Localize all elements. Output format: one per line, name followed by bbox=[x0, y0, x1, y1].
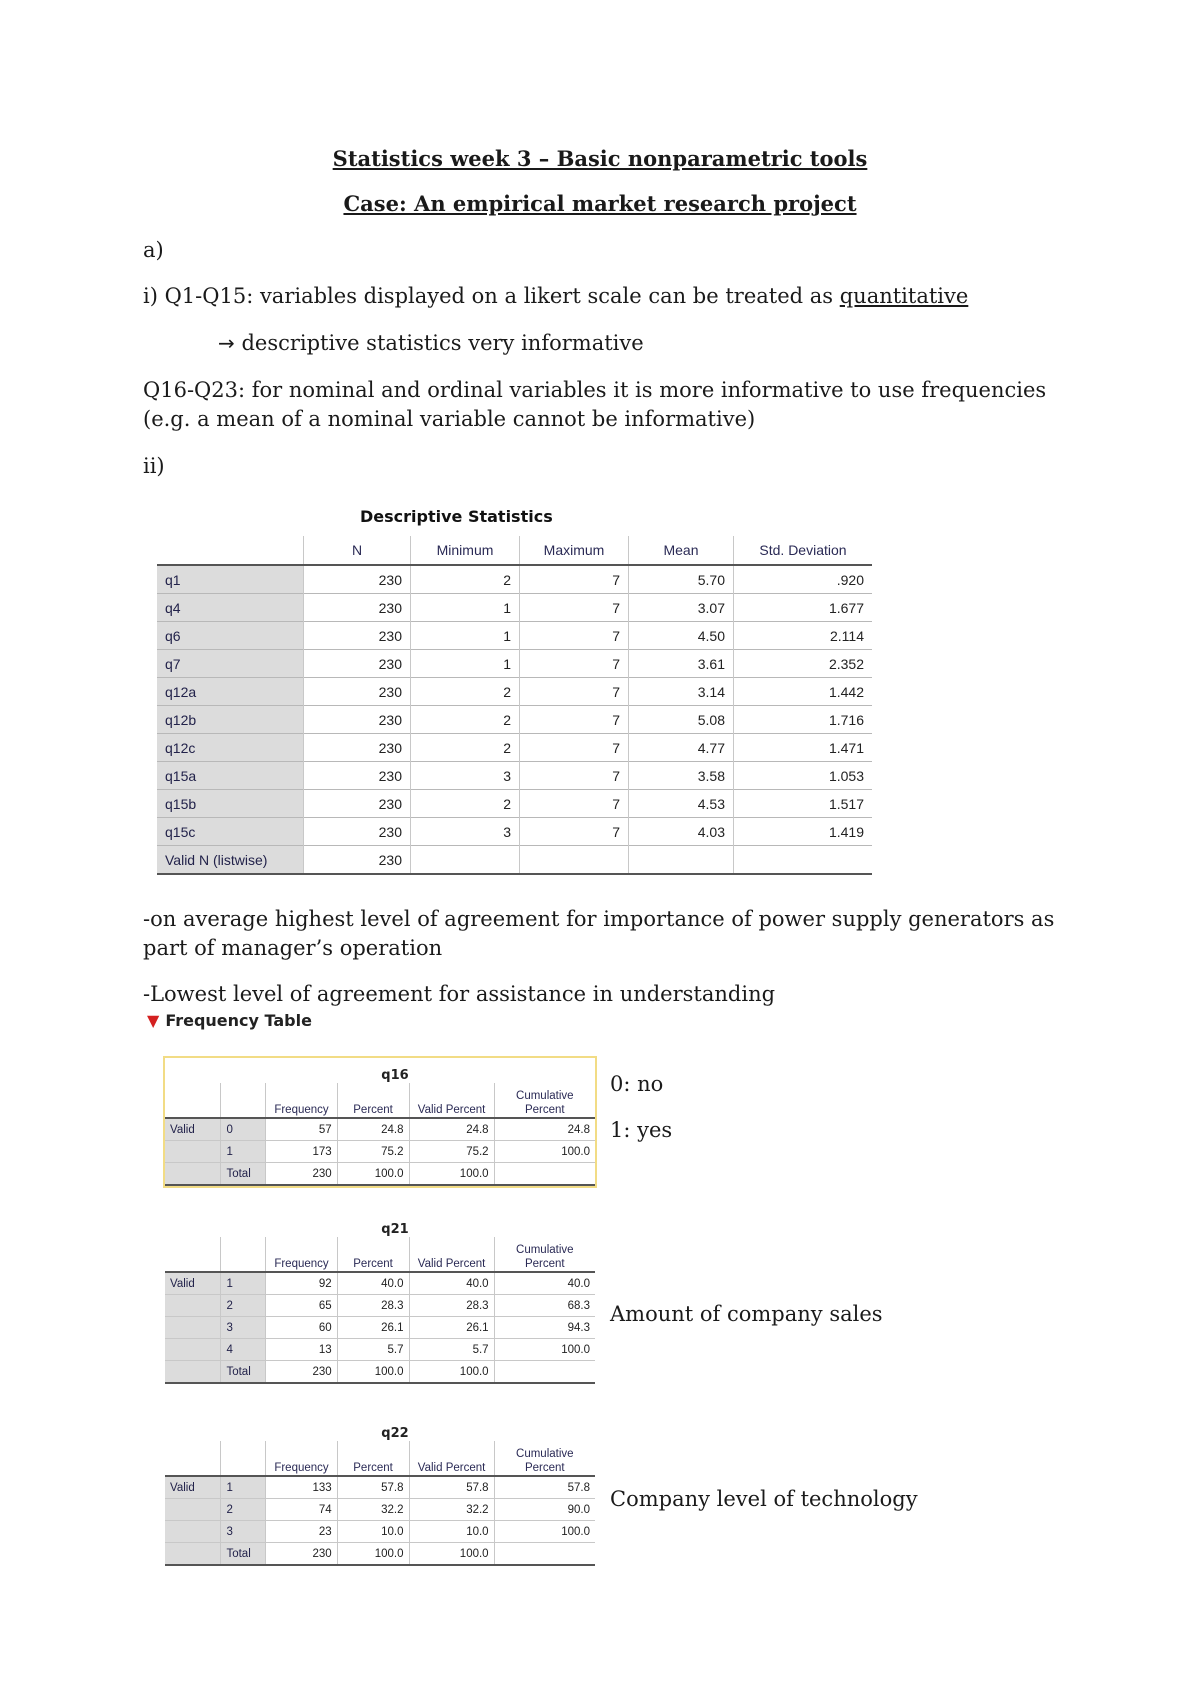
table-cell: 230 bbox=[304, 818, 411, 846]
row-label: q12b bbox=[157, 706, 304, 734]
row-label: q12a bbox=[157, 678, 304, 706]
table-cell: 7 bbox=[520, 622, 629, 650]
table-cell: 173 bbox=[266, 1141, 337, 1163]
q16-title: q16 bbox=[381, 1068, 409, 1083]
desc-header-2: Minimum bbox=[411, 536, 520, 565]
table-cell: 90.0 bbox=[494, 1499, 595, 1521]
table-cell: 100.0 bbox=[337, 1543, 409, 1566]
table-row bbox=[165, 1476, 595, 1499]
row-label: q6 bbox=[157, 622, 304, 650]
table-row bbox=[165, 1163, 595, 1186]
table-cell: 230 bbox=[304, 622, 411, 650]
section-ii-label: ii) bbox=[143, 454, 165, 478]
table-cell: 100.0 bbox=[337, 1163, 409, 1186]
collapse-triangle-icon[interactable]: ▼ bbox=[147, 1011, 160, 1030]
freq-header-3: Percent bbox=[337, 1237, 409, 1272]
table-cell: 57.8 bbox=[337, 1476, 409, 1499]
row-label bbox=[165, 1295, 221, 1317]
lowest-level-text: -Lowest level of agreement for assistance in understanding bbox=[143, 982, 776, 1006]
table-cell: 5.7 bbox=[337, 1339, 409, 1361]
table-cell: 1.517 bbox=[734, 790, 873, 818]
table-cell: 100.0 bbox=[337, 1361, 409, 1384]
table-cell: 1.716 bbox=[734, 706, 873, 734]
table-cell: 5.70 bbox=[629, 565, 734, 594]
table-row bbox=[157, 622, 872, 650]
freq-header-4: Valid Percent bbox=[409, 1441, 494, 1476]
table-cell: 23 bbox=[266, 1521, 337, 1543]
arrow-line-text: descriptive statistics very informative bbox=[241, 331, 644, 355]
freq-header-4: Valid Percent bbox=[409, 1237, 494, 1272]
table-cell: 4.53 bbox=[629, 790, 734, 818]
table-cell: 100.0 bbox=[409, 1361, 494, 1384]
row-label: Valid bbox=[165, 1118, 221, 1141]
table-cell: 2 bbox=[411, 706, 520, 734]
row-label: q7 bbox=[157, 650, 304, 678]
row-label bbox=[165, 1141, 221, 1163]
table-cell: 4.77 bbox=[629, 734, 734, 762]
table-cell: 1.471 bbox=[734, 734, 873, 762]
table-row bbox=[165, 1543, 595, 1566]
table-cell: 92 bbox=[266, 1272, 337, 1295]
table-cell: 7 bbox=[520, 734, 629, 762]
table-cell: 2 bbox=[411, 565, 520, 594]
row-label: q15c bbox=[157, 818, 304, 846]
table-cell: 75.2 bbox=[409, 1141, 494, 1163]
row-label bbox=[165, 1361, 221, 1384]
row-label: 0 bbox=[221, 1118, 266, 1141]
row-label bbox=[165, 1317, 221, 1339]
row-label: 1 bbox=[221, 1272, 266, 1295]
table-cell: 230 bbox=[304, 790, 411, 818]
row-label: Valid bbox=[165, 1476, 221, 1499]
table-cell: 100.0 bbox=[409, 1543, 494, 1566]
table-cell: 57.8 bbox=[409, 1476, 494, 1499]
freq-header-1 bbox=[221, 1441, 266, 1476]
table-cell: 230 bbox=[266, 1361, 337, 1384]
paragraph-i bbox=[143, 282, 1063, 311]
table-cell: 100.0 bbox=[494, 1521, 595, 1543]
table-cell: 7 bbox=[520, 790, 629, 818]
table-cell: 230 bbox=[266, 1543, 337, 1566]
freq-header-5: Cumulative Percent bbox=[516, 1090, 574, 1116]
table-row bbox=[165, 1272, 595, 1295]
table-row bbox=[157, 818, 872, 846]
q16-note-yes: 1: yes bbox=[610, 1118, 673, 1142]
table-cell: 230 bbox=[304, 762, 411, 790]
table-cell: 74 bbox=[266, 1499, 337, 1521]
table-cell: 100.0 bbox=[494, 1339, 595, 1361]
table-cell: 26.1 bbox=[337, 1317, 409, 1339]
table-cell: 7 bbox=[520, 706, 629, 734]
freq-header-5: Cumulative Percent bbox=[516, 1448, 574, 1474]
table-cell: 1.053 bbox=[734, 762, 873, 790]
freq-header-4: Valid Percent bbox=[409, 1083, 494, 1118]
table-cell: 7 bbox=[520, 650, 629, 678]
q21-title: q21 bbox=[381, 1222, 409, 1237]
table-row bbox=[157, 790, 872, 818]
row-label bbox=[165, 1521, 221, 1543]
table-cell: 1 bbox=[411, 622, 520, 650]
quantitative-underlined: quantitative bbox=[839, 284, 969, 308]
row-label: Total bbox=[221, 1543, 266, 1566]
table-cell: 94.3 bbox=[494, 1317, 595, 1339]
table-cell: 26.1 bbox=[409, 1317, 494, 1339]
table-cell: 75.2 bbox=[337, 1141, 409, 1163]
section-a-label: a) bbox=[143, 238, 164, 262]
table-cell: 32.2 bbox=[337, 1499, 409, 1521]
table-cell: 7 bbox=[520, 818, 629, 846]
table-cell: 230 bbox=[304, 734, 411, 762]
q22-frequency-block bbox=[165, 1426, 595, 1566]
arrow-line bbox=[218, 329, 1138, 358]
table-cell: 5.7 bbox=[409, 1339, 494, 1361]
row-label: 1 bbox=[221, 1476, 266, 1499]
table-cell bbox=[629, 846, 734, 875]
row-label bbox=[165, 1543, 221, 1566]
table-cell: 230 bbox=[304, 565, 411, 594]
table-cell: 65 bbox=[266, 1295, 337, 1317]
table-cell: 100.0 bbox=[409, 1163, 494, 1186]
row-label: Total bbox=[221, 1163, 266, 1186]
table-cell: 24.8 bbox=[494, 1118, 595, 1141]
table-cell: 3.58 bbox=[629, 762, 734, 790]
table-cell: 2 bbox=[411, 790, 520, 818]
q22-frequency-table bbox=[165, 1441, 595, 1566]
freq-header-0 bbox=[165, 1441, 221, 1476]
table-cell: 1 bbox=[411, 650, 520, 678]
row-label: 2 bbox=[221, 1295, 266, 1317]
row-label: Valid bbox=[165, 1272, 221, 1295]
table-cell: 7 bbox=[520, 594, 629, 622]
descriptive-statistics-table bbox=[157, 536, 872, 875]
q22-title: q22 bbox=[381, 1426, 409, 1441]
table-cell: 3 bbox=[411, 762, 520, 790]
table-cell: 40.0 bbox=[494, 1272, 595, 1295]
table-row bbox=[165, 1499, 595, 1521]
desc-header-3: Maximum bbox=[520, 536, 629, 565]
table-cell: 40.0 bbox=[337, 1272, 409, 1295]
table-cell: 1.677 bbox=[734, 594, 873, 622]
table-cell: 230 bbox=[304, 650, 411, 678]
table-cell: 10.0 bbox=[337, 1521, 409, 1543]
table-cell: 5.08 bbox=[629, 706, 734, 734]
table-row bbox=[165, 1317, 595, 1339]
row-label bbox=[165, 1163, 221, 1186]
table-cell: 7 bbox=[520, 565, 629, 594]
freq-header-3: Percent bbox=[337, 1083, 409, 1118]
table-cell: 40.0 bbox=[409, 1272, 494, 1295]
q16-frequency-block bbox=[163, 1056, 597, 1188]
row-label bbox=[165, 1339, 221, 1361]
frequency-table-heading bbox=[147, 1011, 312, 1030]
table-cell bbox=[494, 1361, 595, 1384]
case-title: Case: An empirical market research project bbox=[343, 191, 857, 216]
table-cell: 2.114 bbox=[734, 622, 873, 650]
freq-header-2: Frequency bbox=[266, 1441, 337, 1476]
table-row bbox=[165, 1339, 595, 1361]
table-row bbox=[165, 1521, 595, 1543]
table-cell bbox=[494, 1543, 595, 1566]
row-label: 1 bbox=[221, 1141, 266, 1163]
table-cell: 3.07 bbox=[629, 594, 734, 622]
q21-frequency-block bbox=[165, 1222, 595, 1384]
table-cell: 3 bbox=[411, 818, 520, 846]
table-cell bbox=[520, 846, 629, 875]
document-title: Statistics week 3 – Basic nonparametric tools bbox=[332, 146, 868, 171]
table-cell: 32.2 bbox=[409, 1499, 494, 1521]
table-cell: 3.61 bbox=[629, 650, 734, 678]
table-cell: 100.0 bbox=[494, 1141, 595, 1163]
table-cell: 1.442 bbox=[734, 678, 873, 706]
table-cell: 60 bbox=[266, 1317, 337, 1339]
paragraph-i-text: i) Q1-Q15: variables displayed on a likert scale can be treated as bbox=[143, 284, 840, 308]
row-label: q1 bbox=[157, 565, 304, 594]
table-cell: 2.352 bbox=[734, 650, 873, 678]
arrow-right-icon: → bbox=[218, 331, 235, 355]
freq-header-3: Percent bbox=[337, 1441, 409, 1476]
descriptive-statistics-title: Descriptive Statistics bbox=[360, 507, 553, 526]
freq-header-0 bbox=[165, 1083, 221, 1118]
frequency-table-heading-label: Frequency Table bbox=[165, 1011, 312, 1030]
table-row bbox=[165, 1141, 595, 1163]
table-cell bbox=[734, 846, 873, 875]
table-cell: 10.0 bbox=[409, 1521, 494, 1543]
row-label: 2 bbox=[221, 1499, 266, 1521]
row-label: Total bbox=[221, 1361, 266, 1384]
table-cell: 57.8 bbox=[494, 1476, 595, 1499]
table-row bbox=[157, 650, 872, 678]
desc-header-0 bbox=[157, 536, 304, 565]
row-label: 3 bbox=[221, 1521, 266, 1543]
table-row bbox=[157, 762, 872, 790]
table-cell bbox=[411, 846, 520, 875]
row-label: q12c bbox=[157, 734, 304, 762]
table-cell: .920 bbox=[734, 565, 873, 594]
table-cell: 7 bbox=[520, 762, 629, 790]
table-row bbox=[165, 1361, 595, 1384]
table-row bbox=[157, 846, 872, 875]
row-label: q15a bbox=[157, 762, 304, 790]
table-cell: 1.419 bbox=[734, 818, 873, 846]
q16-note-no: 0: no bbox=[610, 1072, 664, 1096]
table-cell bbox=[494, 1163, 595, 1186]
table-row bbox=[157, 706, 872, 734]
table-row bbox=[157, 734, 872, 762]
freq-header-5: Cumulative Percent bbox=[516, 1244, 574, 1270]
table-cell: 57 bbox=[266, 1118, 337, 1141]
table-cell: 7 bbox=[520, 678, 629, 706]
table-row bbox=[165, 1118, 595, 1141]
table-cell: 28.3 bbox=[409, 1295, 494, 1317]
table-cell: 230 bbox=[304, 594, 411, 622]
table-cell: 230 bbox=[304, 706, 411, 734]
row-label bbox=[165, 1499, 221, 1521]
q21-note: Amount of company sales bbox=[610, 1302, 883, 1326]
freq-header-0 bbox=[165, 1237, 221, 1272]
average-highest-text: -on average highest level of agreement for importance of power supply generators as part of manager’s operation bbox=[143, 907, 1055, 960]
freq-header-1 bbox=[221, 1237, 266, 1272]
row-label: 3 bbox=[221, 1317, 266, 1339]
table-cell: 230 bbox=[304, 846, 411, 875]
freq-header-2: Frequency bbox=[266, 1083, 337, 1118]
q16-frequency-table bbox=[165, 1083, 595, 1186]
q22-note: Company level of technology bbox=[610, 1487, 918, 1511]
desc-header-5: Std. Deviation bbox=[759, 542, 847, 558]
row-label: q15b bbox=[157, 790, 304, 818]
freq-header-2: Frequency bbox=[266, 1237, 337, 1272]
table-cell: 230 bbox=[304, 678, 411, 706]
table-cell: 1 bbox=[411, 594, 520, 622]
freq-header-1 bbox=[221, 1083, 266, 1118]
table-cell: 2 bbox=[411, 678, 520, 706]
table-cell: 68.3 bbox=[494, 1295, 595, 1317]
table-row bbox=[165, 1295, 595, 1317]
table-cell: 3.14 bbox=[629, 678, 734, 706]
paragraph-q16-q23: Q16-Q23: for nominal and ordinal variables it is more informative to use frequencies (e.g. a mean of a nominal variable cannot be informative) bbox=[143, 378, 1047, 431]
row-label: q4 bbox=[157, 594, 304, 622]
table-row bbox=[157, 678, 872, 706]
row-label: Valid N (listwise) bbox=[157, 846, 304, 875]
table-row bbox=[157, 565, 872, 594]
table-row bbox=[157, 594, 872, 622]
desc-header-1: N bbox=[304, 536, 411, 565]
table-cell: 28.3 bbox=[337, 1295, 409, 1317]
table-cell: 230 bbox=[266, 1163, 337, 1186]
table-cell: 2 bbox=[411, 734, 520, 762]
q21-frequency-table bbox=[165, 1237, 595, 1384]
table-cell: 4.50 bbox=[629, 622, 734, 650]
desc-header-4: Mean bbox=[629, 536, 734, 565]
table-cell: 13 bbox=[266, 1339, 337, 1361]
row-label: 4 bbox=[221, 1339, 266, 1361]
table-cell: 24.8 bbox=[337, 1118, 409, 1141]
table-cell: 4.03 bbox=[629, 818, 734, 846]
table-cell: 24.8 bbox=[409, 1118, 494, 1141]
table-cell: 133 bbox=[266, 1476, 337, 1499]
